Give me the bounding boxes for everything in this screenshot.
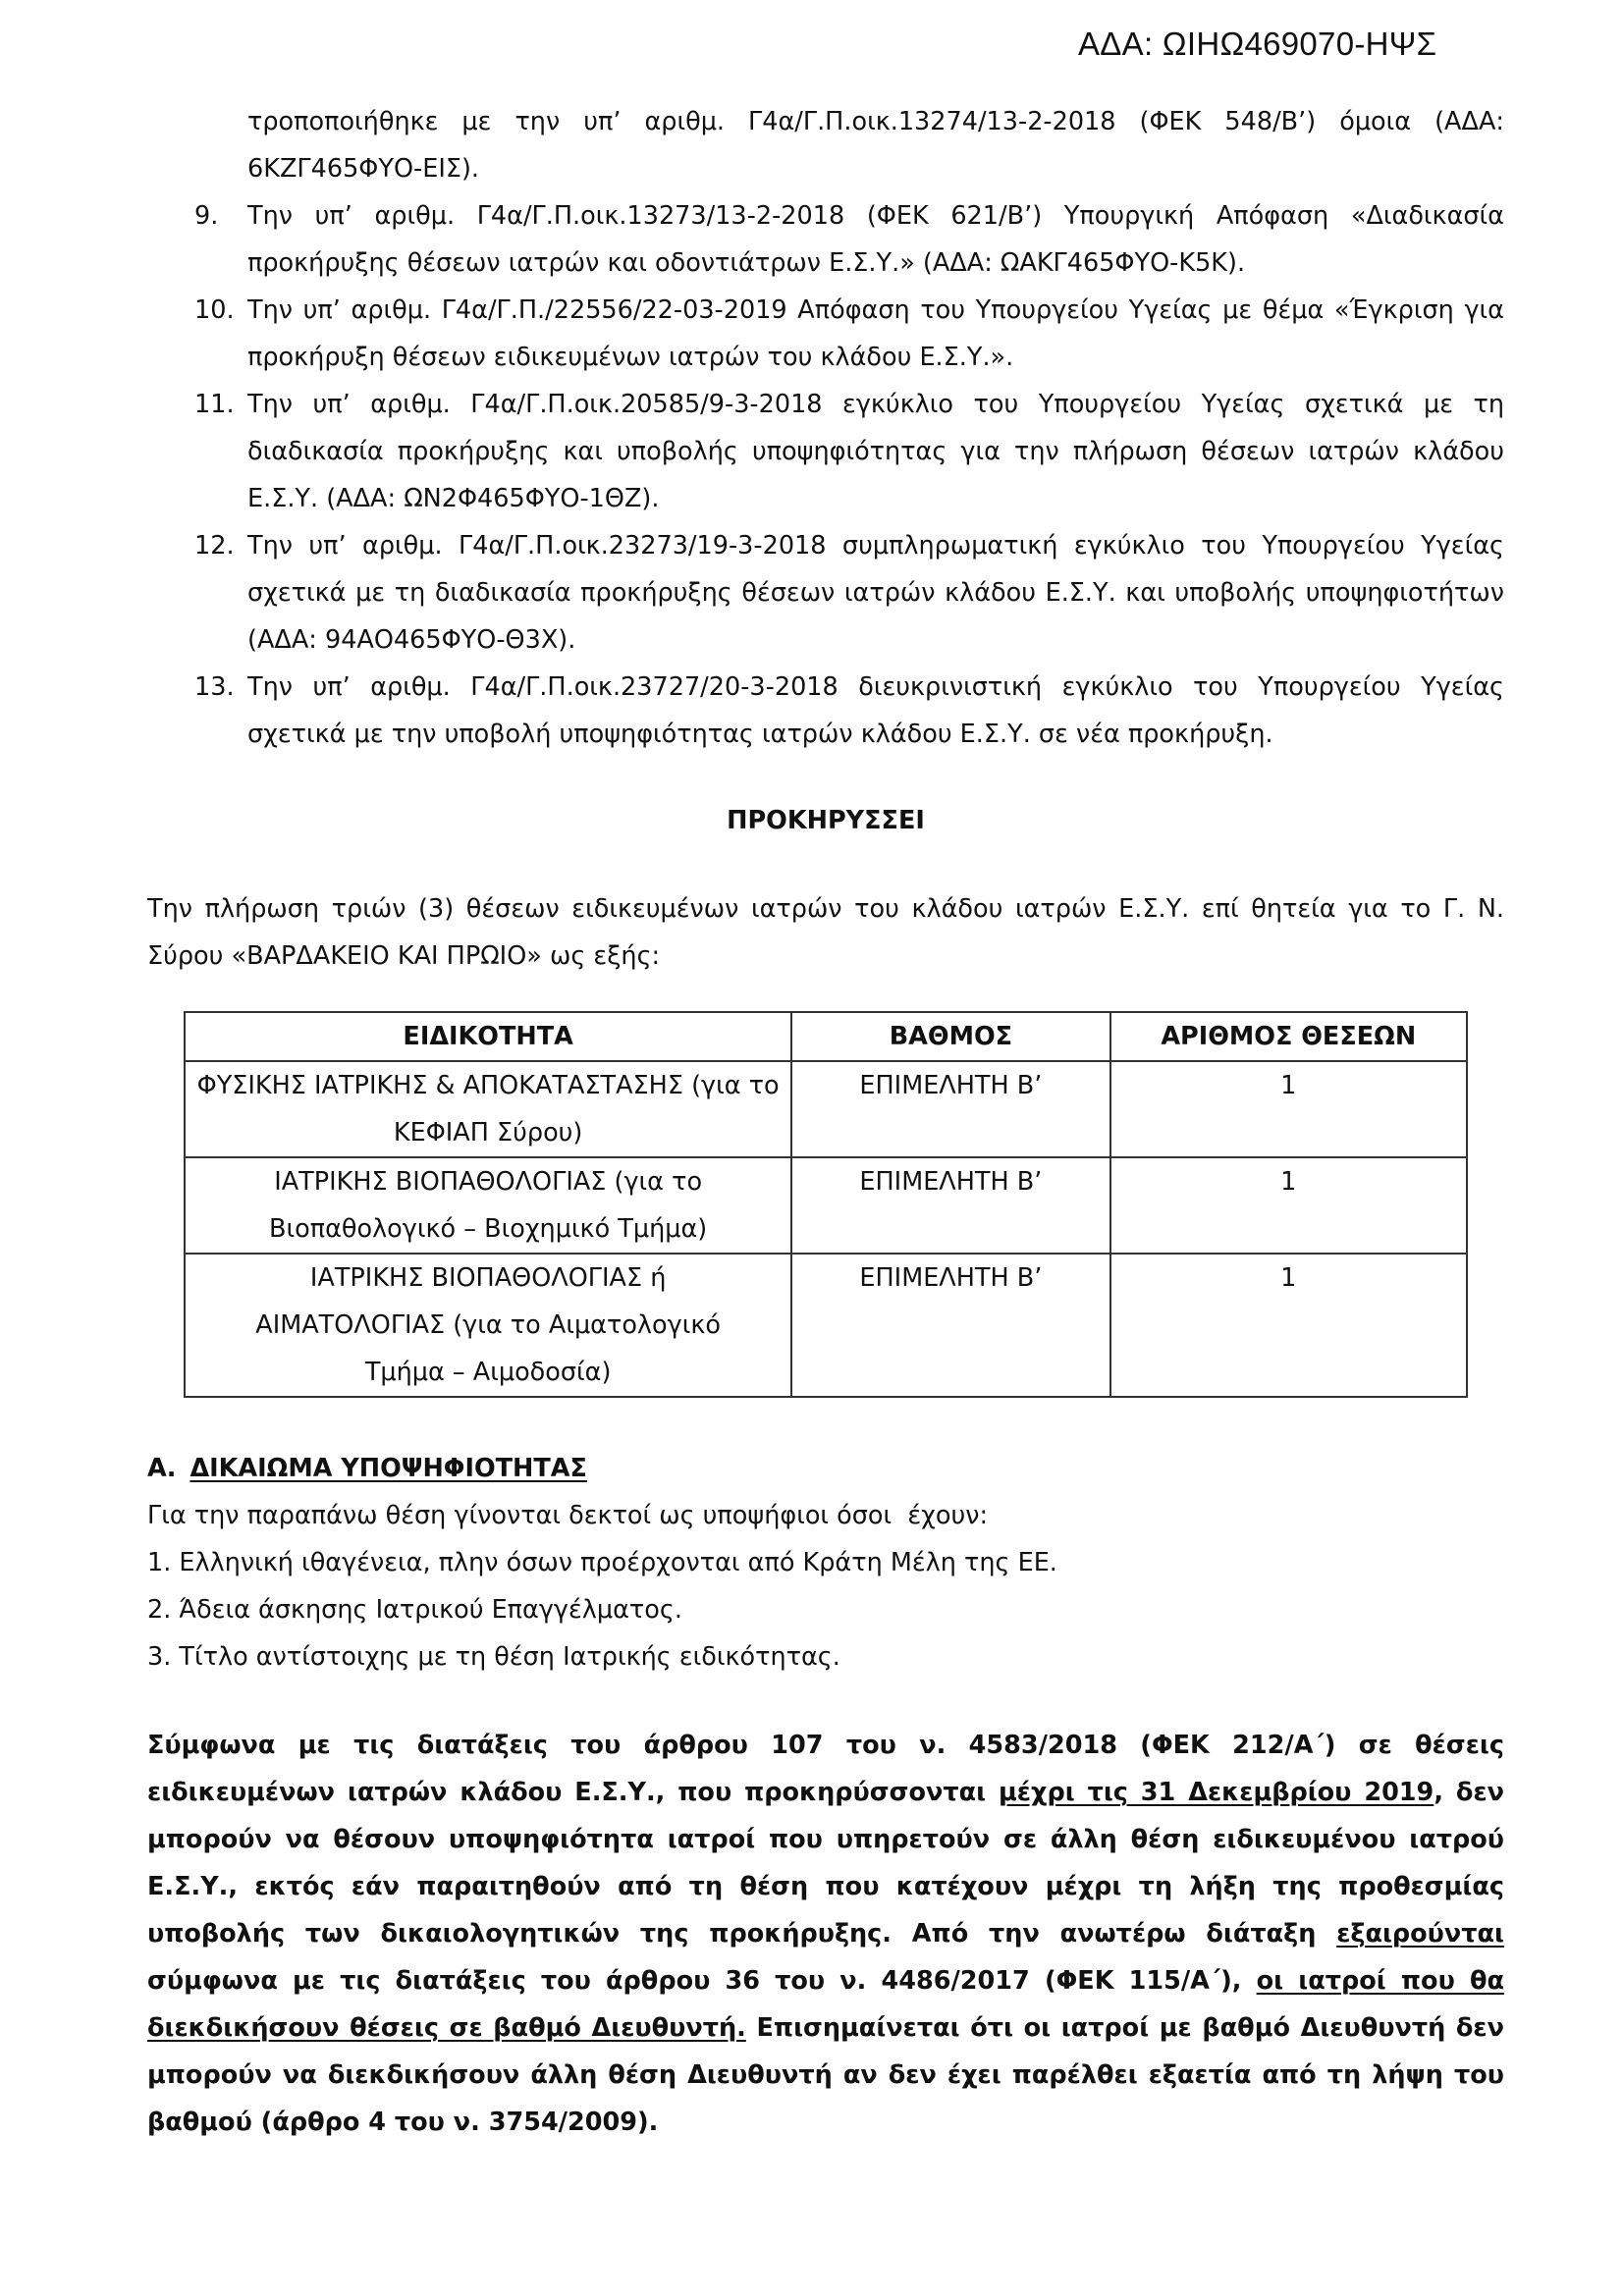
rules-text-4: Επισημαίνεται ότι οι ιατροί με βαθμό Διευθυντή δεν μπορούν να διεκδικήσουν άλλη θέση Διευθυντή αν δεν έχει παρέλθει εξαετία από τη λήψη του βαθμού (άρθρο 4 του ν. 3754/2009).	[147, 2013, 1504, 2137]
section-a-letter: Α.	[147, 1454, 177, 1483]
reference-text: Την υπ’ αριθμ. Γ4α/Γ.Π.οικ.13273/13-2-2018 (ΦΕΚ 621/Β’) Υπουργική Απόφαση «Διαδικασία προκήρυξης θέσεων ιατρών και οδοντιάτρων Ε.Σ.Υ.» (ΑΔΑ: ΩΑΚΓ465ΦΥΟ-Κ5Κ).	[247, 201, 1504, 278]
rules-text-3: σύμφωνα με τις διατάξεις του άρθρου 36 του ν. 4486/2017 (ΦΕΚ 115/Α΄),	[147, 1966, 1257, 1996]
rules-text-2: , δεν μπορούν να θέσουν υποψηφιότητα ιατροί που υπηρετούν σε άλλη θέση ειδικευμένου ιατρού Ε.Σ.Υ., εκτός εάν παραιτηθούν από τη θέση που κατέχουν μέχρι τη λήξη της προθεσμίας υποβολής των δικαιολογητικών της προκήρυξης. Από την ανωτέρω διάταξη	[147, 1778, 1505, 1949]
requirement-item: 1. Ελληνική ιθαγένεια, πλην όσων προέρχονται από Κράτη Μέλη της ΕΕ.	[147, 1548, 1057, 1577]
announcement-title: ΠΡΟΚΗΡΥΣΣΕΙ	[727, 806, 925, 835]
section-a-lead: Για την παραπάνω θέση γίνονται δεκτοί ως υποψήφιοι όσοι έχουν:	[147, 1501, 989, 1530]
reference-text: τροποποιήθηκε με την υπ’ αριθμ. Γ4α/Γ.Π.οικ.13274/13-2-2018 (ΦΕΚ 548/Β’) όμοια (ΑΔΑ: 6ΚΖΓ465ΦΥΟ-ΕΙΣ).	[247, 107, 1504, 184]
header-grade: ΒΑΘΜΟΣ	[791, 1012, 1109, 1061]
cell-specialty: ΦΥΣΙΚΗΣ ΙΑΤΡΙΚΗΣ & ΑΠΟΚΑΤΑΣΤΑΣΗΣ (για το ΚΕΦΙΑΠ Σύρου)	[185, 1061, 791, 1157]
reference-text: Την υπ’ αριθμ. Γ4α/Γ.Π.οικ.23273/19-3-2018 συμπληρωματική εγκύκλιο του Υπουργείου Υγείας σχετικά με τη διαδικασία προκήρυξης θέσεων ιατρών κλάδου Ε.Σ.Υ. και υποβολής υποψηφιοτήτων (ΑΔΑ: 94ΑΟ465ΦΥΟ-Θ3Χ).	[247, 531, 1504, 655]
reference-item	[147, 522, 1504, 664]
reference-item	[147, 287, 1504, 381]
reference-item	[147, 664, 1504, 758]
table-row	[185, 1157, 1467, 1254]
references-list	[147, 98, 1504, 758]
ada-code: ΑΔΑ: ΩΙΗΩ469070-ΗΨΣ	[1078, 26, 1437, 62]
cell-specialty: ΙΑΤΡΙΚΗΣ ΒΙΟΠΑΘΟΛΟΓΙΑΣ (για το Βιοπαθολογικό – Βιοχημικό Τμήμα)	[185, 1157, 791, 1254]
reference-number: 11.	[194, 390, 235, 419]
reference-text: Την υπ’ αριθμ. Γ4α/Γ.Π./22556/22-03-2019 Απόφαση του Υπουργείου Υγείας με θέμα «Έγκριση για προκήρυξη θέσεων ειδικευμένων ιατρών του κλάδου Ε.Σ.Υ.».	[247, 295, 1504, 372]
cell-count: 1	[1110, 1061, 1467, 1157]
requirement-item: 3. Τίτλο αντίστοιχης με τη θέση Ιατρικής ειδικότητας.	[147, 1642, 840, 1672]
reference-text: Την υπ’ αριθμ. Γ4α/Γ.Π.οικ.20585/9-3-2018 εγκύκλιο του Υπουργείου Υγείας σχετικά με τη διαδικασία προκήρυξης και υποβολής υποψηφιότητας για την πλήρωση θέσεων ιατρών κλάδου Ε.Σ.Υ. (ΑΔΑ: ΩΝ2Φ465ΦΥΟ-1ΘΖ).	[247, 390, 1504, 513]
positions-table	[184, 1011, 1468, 1398]
table-header-row	[185, 1012, 1467, 1061]
reference-number: 9.	[194, 201, 219, 231]
rules-underline-deadline: μέχρι τις 31 Δεκεμβρίου 2019	[999, 1778, 1434, 1807]
cell-count: 1	[1110, 1254, 1467, 1397]
table-row	[185, 1061, 1467, 1157]
requirement-item: 2. Άδεια άσκησης Ιατρικού Επαγγέλματος.	[147, 1595, 682, 1625]
header-count: ΑΡΙΘΜΟΣ ΘΕΣΕΩΝ	[1110, 1012, 1467, 1061]
cell-specialty: ΙΑΤΡΙΚΗΣ ΒΙΟΠΑΘΟΛΟΓΙΑΣ ή ΑΙΜΑΤΟΛΟΓΙΑΣ (για το Αιματολογικό Τμήμα – Αιμοδοσία)	[185, 1254, 791, 1397]
reference-continuation	[147, 98, 1504, 192]
rules-text-1: Σύμφωνα με τις διατάξεις του άρθρου 107 του ν. 4583/2018 (ΦΕΚ 212/Α΄) σε θέσεις ειδικευμένων ιατρών κλάδου Ε.Σ.Υ., που προκηρύσσονται	[147, 1731, 1504, 1807]
cell-count: 1	[1110, 1157, 1467, 1254]
table-row	[185, 1254, 1467, 1397]
reference-text: Την υπ’ αριθμ. Γ4α/Γ.Π.οικ.23727/20-3-2018 διευκρινιστική εγκύκλιο του Υπουργείου Υγείας σχετικά με την υποβολή υποψηφιότητας ιατρών κλάδου Ε.Σ.Υ. σε νέα προκήρυξη.	[247, 672, 1504, 749]
reference-number: 13.	[194, 672, 235, 702]
section-a-heading	[147, 1445, 1504, 1492]
document-body	[147, 98, 1504, 2146]
reference-item	[147, 381, 1504, 522]
cell-grade: ΕΠΙΜΕΛΗΤΗ Β’	[791, 1157, 1109, 1254]
eligibility-rules-paragraph	[147, 1722, 1504, 2146]
section-a-title: ΔΙΚΑΙΩΜΑ ΥΠΟΨΗΦΙΟΤΗΤΑΣ	[189, 1454, 587, 1483]
reference-item	[147, 192, 1504, 287]
rules-underline-exempt: εξαιρούνται	[1336, 1919, 1504, 1949]
cell-grade: ΕΠΙΜΕΛΗΤΗ Β’	[791, 1254, 1109, 1397]
rules-underline-directors: οι ιατροί που θα διεκδικήσουν θέσεις σε βαθμό Διευθυντή.	[147, 1966, 1504, 2043]
announcement-intro: Την πλήρωση τριών (3) θέσεων ειδικευμένων ιατρών του κλάδου ιατρών Ε.Σ.Υ. επί θητεία για το Γ. Ν. Σύρου «ΒΑΡΔΑΚΕΙΟ ΚΑΙ ΠΡΩΙΟ» ως εξής:	[147, 894, 1504, 971]
reference-number: 10.	[194, 295, 235, 325]
cell-grade: ΕΠΙΜΕΛΗΤΗ Β’	[791, 1061, 1109, 1157]
reference-number: 12.	[194, 531, 235, 561]
header-specialty: ΕΙΔΙΚΟΤΗΤΑ	[185, 1012, 791, 1061]
